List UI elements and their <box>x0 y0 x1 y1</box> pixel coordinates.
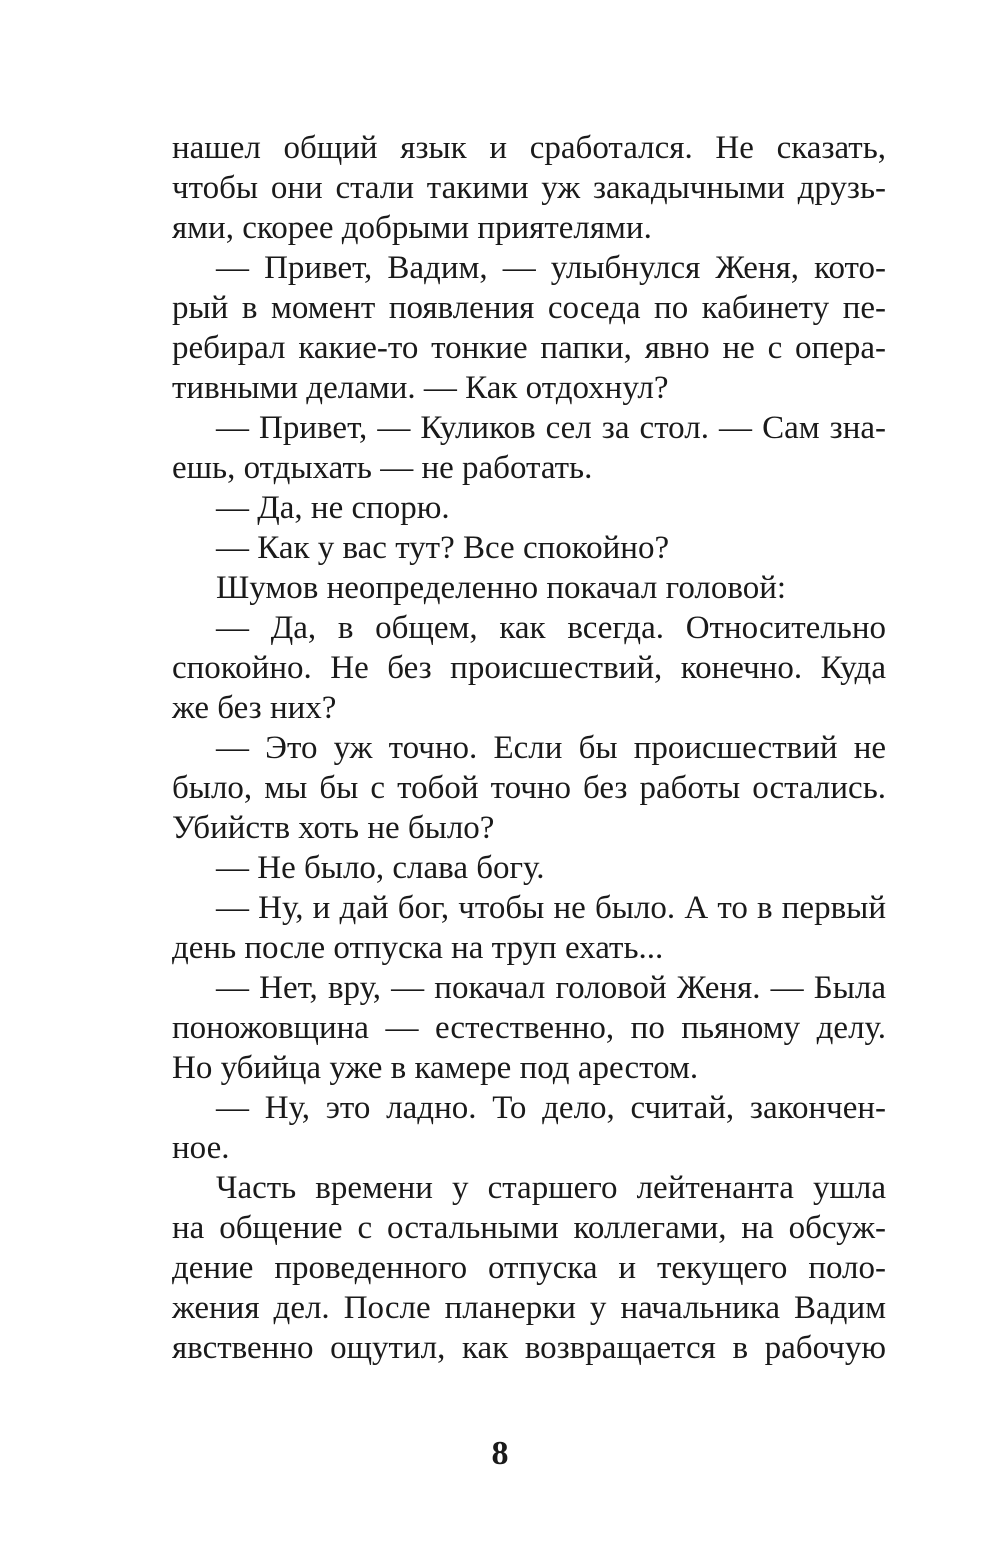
text-line: явственно ощутил, как возвращается в рабочую <box>172 1330 886 1366</box>
text-line: Но убийца уже в камере под арестом. <box>172 1050 699 1086</box>
text-line: ями, скорее добрыми приятелями. <box>172 210 652 246</box>
text-line: — Как у вас тут? Все спокойно? <box>216 530 670 566</box>
text-line: тивными делами. — Как отдохнул? <box>172 370 669 406</box>
text-line: — Да, не спорю. <box>216 490 450 526</box>
text-line: — Нет, вру, — покачал головой Женя. — Была <box>216 970 886 1006</box>
text-line: было, мы бы с тобой точно без работы остались. <box>172 770 886 806</box>
text-line: Убийств хоть не было? <box>172 810 495 846</box>
body-text <box>172 128 886 1368</box>
text-line: — Да, в общем, как всегда. Относительно <box>216 610 886 646</box>
text-line: — Ну, это ладно. То дело, считай, закончен- <box>216 1090 886 1126</box>
text-line: нашел общий язык и сработался. Не сказать, <box>172 130 886 166</box>
text-line: поножовщина — естественно, по пьяному делу. <box>172 1010 886 1046</box>
text-line: Часть времени у старшего лейтенанта ушла <box>216 1170 886 1206</box>
text-line: ешь, отдыхать — не работать. <box>172 450 593 486</box>
text-line: спокойно. Не без происшествий, конечно. Куда <box>172 650 886 686</box>
text-line: же без них? <box>172 690 337 726</box>
text-line: рый в момент появления соседа по кабинету пе- <box>172 290 886 326</box>
text-line: жения дел. После планерки у начальника Вадим <box>172 1290 886 1326</box>
text-line: на общение с остальными коллегами, на обсуж- <box>172 1210 886 1246</box>
text-line: ребирал какие-то тонкие папки, явно не с опера- <box>172 330 886 366</box>
text-line: чтобы они стали такими уж закадычными друзь- <box>172 170 886 206</box>
text-line: — Это уж точно. Если бы происшествий не <box>216 730 886 766</box>
text-line: — Привет, Вадим, — улыбнулся Женя, кото- <box>216 250 886 286</box>
text-line: ное. <box>172 1130 230 1166</box>
page-number: 8 <box>491 1435 509 1472</box>
text-line: Шумов неопределенно покачал головой: <box>216 570 787 606</box>
text-line: — Ну, и дай бог, чтобы не было. А то в первый <box>216 890 886 926</box>
text-line: — Привет, — Куликов сел за стол. — Сам зна- <box>216 410 886 446</box>
text-line: дение проведенного отпуска и текущего поло- <box>172 1250 886 1286</box>
text-line: день после отпуска на труп ехать... <box>172 930 664 966</box>
text-line: — Не было, слава богу. <box>216 850 545 886</box>
